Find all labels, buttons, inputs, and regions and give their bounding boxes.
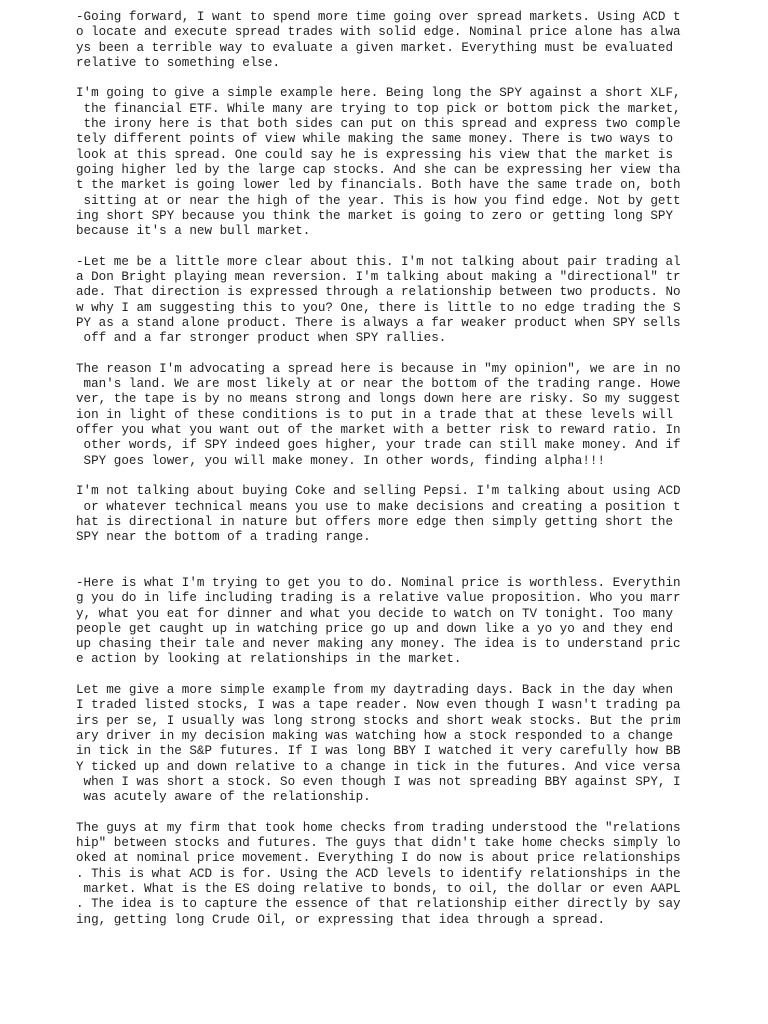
text-line: off and a far stronger product when SPY rallies. [76,331,447,346]
paragraph [76,362,768,469]
text-line: o locate and execute spread trades with solid edge. Nominal price alone has alwa [76,25,681,40]
paragraph [76,683,768,805]
text-line: the irony here is that both sides can put on this spread and express two comple [76,117,681,132]
text-line: tely different points of view while making the same money. There is two ways to [76,132,674,147]
text-line: -Let me be a little more clear about this. I'm not talking about pair trading al [76,254,681,269]
text-line: y, what you eat for dinner and what you decide to watch on TV tonight. Too many [76,606,674,621]
text-line: relative to something else. [76,55,281,70]
text-line: going higher led by the large cap stocks. And she can be expressing her view tha [76,162,681,177]
paragraph [76,576,768,668]
paragraph [76,86,768,239]
text-line: I traded listed stocks, I was a tape reader. Now even though I wasn't trading pa [76,698,681,713]
text-line: ys been a terrible way to evaluate a given market. Everything must be evaluated [76,40,674,55]
paragraph [76,821,768,928]
text-line: irs per se, I usually was long strong stocks and short weak stocks. But the prim [76,713,681,728]
text-line: market. What is the ES doing relative to bonds, to oil, the dollar or even AAPL [76,881,681,896]
text-line: sitting at or near the high of the year. This is how you find edge. Not by gett [76,193,681,208]
text-line: in tick in the S&P futures. If I was long BBY I watched it very carefully how BB [76,744,681,759]
text-line: w why I am suggesting this to you? One, there is little to no edge trading the S [76,300,681,315]
text-line: The guys at my firm that took home checks from trading understood the "relations [76,820,681,835]
text-line: The reason I'm advocating a spread here is because in "my opinion", we are in no [76,361,681,376]
text-line: ade. That direction is expressed through a relationship between two products. No [76,285,681,300]
paragraph [76,10,768,71]
paragraph-spacer [76,561,768,576]
text-line: . This is what ACD is for. Using the ACD levels to identify relationships in the [76,866,681,881]
paragraph [76,484,768,545]
text-line: up chasing their tale and never making any money. The idea is to understand pric [76,637,681,652]
text-line: hip" between stocks and futures. The guys that didn't take home checks simply lo [76,836,681,851]
text-line: offer you what you want out of the market with a better risk to reward ratio. In [76,423,681,438]
text-line: was acutely aware of the relationship. [76,790,371,805]
text-line: . The idea is to capture the essence of that relationship either directly by say [76,897,681,912]
text-line: ing, getting long Crude Oil, or expressing that idea through a spread. [76,912,606,927]
text-line: SPY goes lower, you will make money. In other words, finding alpha!!! [76,453,606,468]
text-line: other words, if SPY indeed goes higher, your trade can still make money. And if [76,438,681,453]
text-line: a Don Bright playing mean reversion. I'm talking about making a "directional" tr [76,270,681,285]
paragraph [76,255,768,347]
text-line: the financial ETF. While many are trying to top pick or bottom pick the market, [76,101,681,116]
text-line: ver, the tape is by no means strong and longs down here are risky. So my suggest [76,392,681,407]
text-line: PY as a stand alone product. There is always a far weaker product when SPY sells [76,315,681,330]
text-line: t the market is going lower led by financials. Both have the same trade on, both [76,178,681,193]
text-line: look at this spread. One could say he is expressing his view that the market is [76,147,674,162]
text-line: because it's a new bull market. [76,224,311,239]
text-line: SPY near the bottom of a trading range. [76,530,371,545]
text-line: hat is directional in nature but offers more edge then simply getting short the [76,514,674,529]
text-line: when I was short a stock. So even though I was not spreading BBY against SPY, I [76,774,681,789]
text-line: oked at nominal price movement. Everything I do now is about price relationships [76,851,681,866]
text-line: or whatever technical means you use to make decisions and creating a position t [76,499,681,514]
text-line: Let me give a more simple example from my daytrading days. Back in the day when [76,683,674,698]
text-line: -Going forward, I want to spend more time going over spread markets. Using ACD t [76,10,681,24]
text-line: ing short SPY because you think the market is going to zero or getting long SPY [76,208,674,223]
text-line: I'm going to give a simple example here. Being long the SPY against a short XLF, [76,86,681,101]
text-line: man's land. We are most likely at or near the bottom of the trading range. Howe [76,377,681,392]
text-line: g you do in life including trading is a relative value proposition. Who you marr [76,591,681,606]
text-line: e action by looking at relationships in the market. [76,652,462,667]
text-line: Y ticked up and down relative to a change in tick in the futures. And vice versa [76,759,681,774]
text-line: people get caught up in watching price go up and down like a yo yo and they end [76,621,674,636]
text-line: ary driver in my decision making was watching how a stock responded to a change [76,728,674,743]
text-line: -Here is what I'm trying to get you to do. Nominal price is worthless. Everythin [76,575,681,590]
text-line: ion in light of these conditions is to put in a trade that at these levels will [76,407,674,422]
text-line: I'm not talking about buying Coke and selling Pepsi. I'm talking about using ACD [76,484,681,499]
